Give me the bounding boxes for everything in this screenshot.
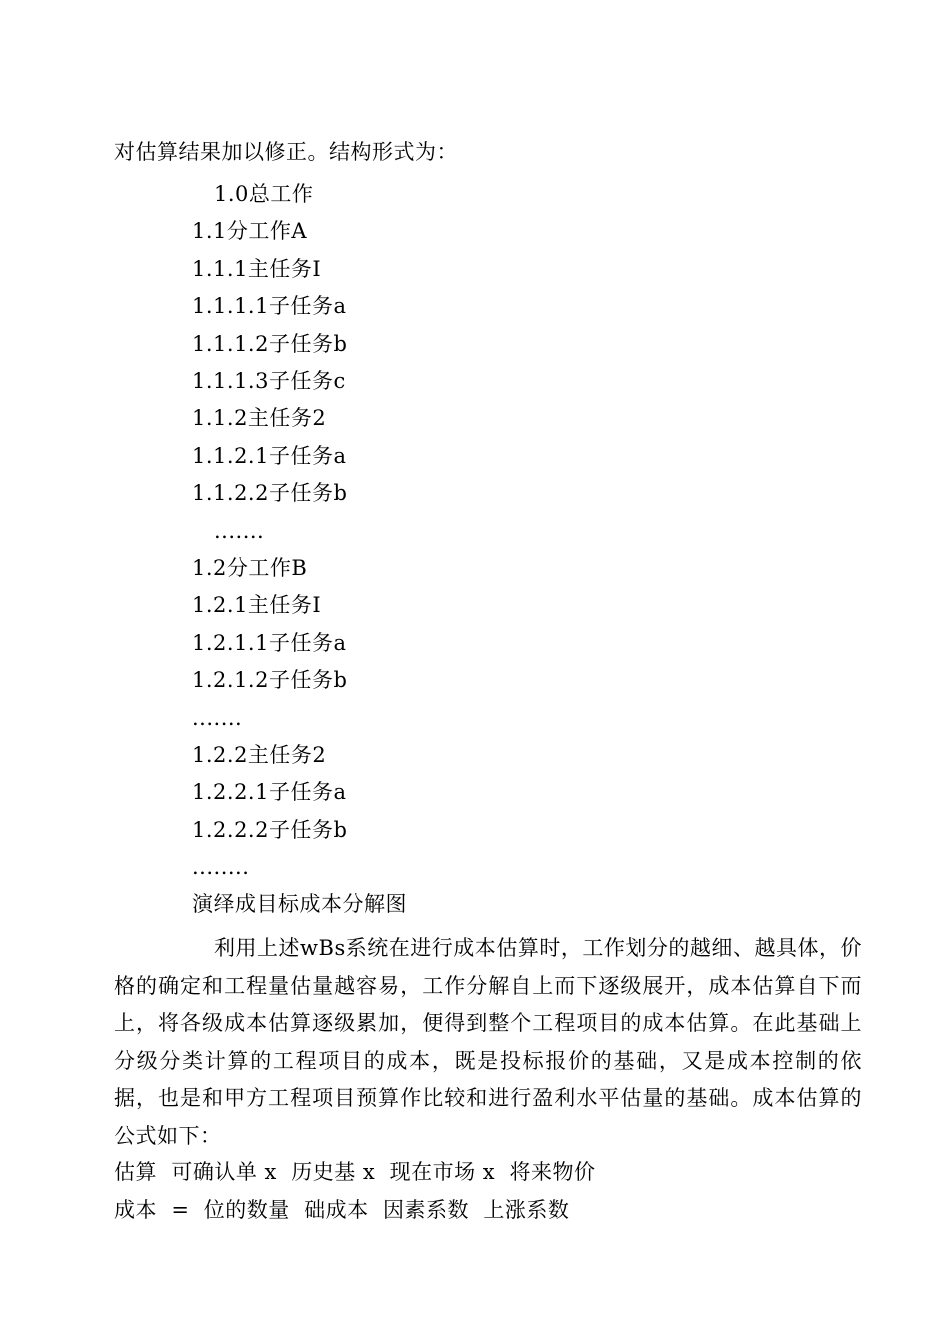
outline-item: 1.1.2.1子任务a xyxy=(192,443,347,468)
outline-item: 1.2.2.2子任务b xyxy=(192,817,348,842)
outline-item: 1.2分工作B xyxy=(192,556,308,580)
outline-item: 1.2.1主任务I xyxy=(192,593,322,618)
outline-item: 1.2.1.2子任务b xyxy=(192,668,348,693)
outline-item: 1.1.1.2子任务b xyxy=(192,331,348,356)
outline-item: 1.1.2主任务2 xyxy=(192,406,327,431)
outline-item: 1.2.2主任务2 xyxy=(192,743,327,767)
outline-item: 1.0总工作 xyxy=(214,182,314,206)
outline-item: ....... xyxy=(192,705,243,730)
outline-item: 1.1.1.3子任务c xyxy=(192,369,346,393)
outline-item: 1.1.2.2子任务b xyxy=(192,481,348,506)
outline-item: ....... xyxy=(214,518,265,543)
outline-item: 1.2.1.1子任务a xyxy=(192,630,347,655)
outline-item: 1.1分工作A xyxy=(192,219,308,244)
figure-caption: 演绎成目标成本分解图 xyxy=(192,892,407,916)
intro-text: 对估算结果加以修正。结构形式为： xyxy=(114,140,458,164)
formula-row-2: 成本 = 位的数量 础成本 因素系数 上涨系数 xyxy=(114,1198,570,1222)
outline-item: 1.1.1主任务I xyxy=(192,256,322,281)
body-paragraph: 利用上述wBs系统在进行成本估算时，工作划分的越细、越具体，价格的确定和工程量估量越容易，工作分解自上而下逐级展开，成本估算自下而上，将各级成本估算逐级累加，便得到整个工程项目的成本估算。在此基础上分级分类计算的工程项目的成本，既是投标报价的基础，又是成本控制的依据，也是和甲方工程项目预算作比较和进行盈利水平估量的基础。成本估算的公式如下： xyxy=(114,936,862,1148)
outline-item: ........ xyxy=(192,855,250,880)
formula-row-1: 估算 可确认单 x 历史基 x 现在市场 x 将来物价 xyxy=(114,1160,596,1184)
outline-item: 1.2.2.1子任务a xyxy=(192,780,347,805)
outline-item: 1.1.1.1子任务a xyxy=(192,294,347,319)
